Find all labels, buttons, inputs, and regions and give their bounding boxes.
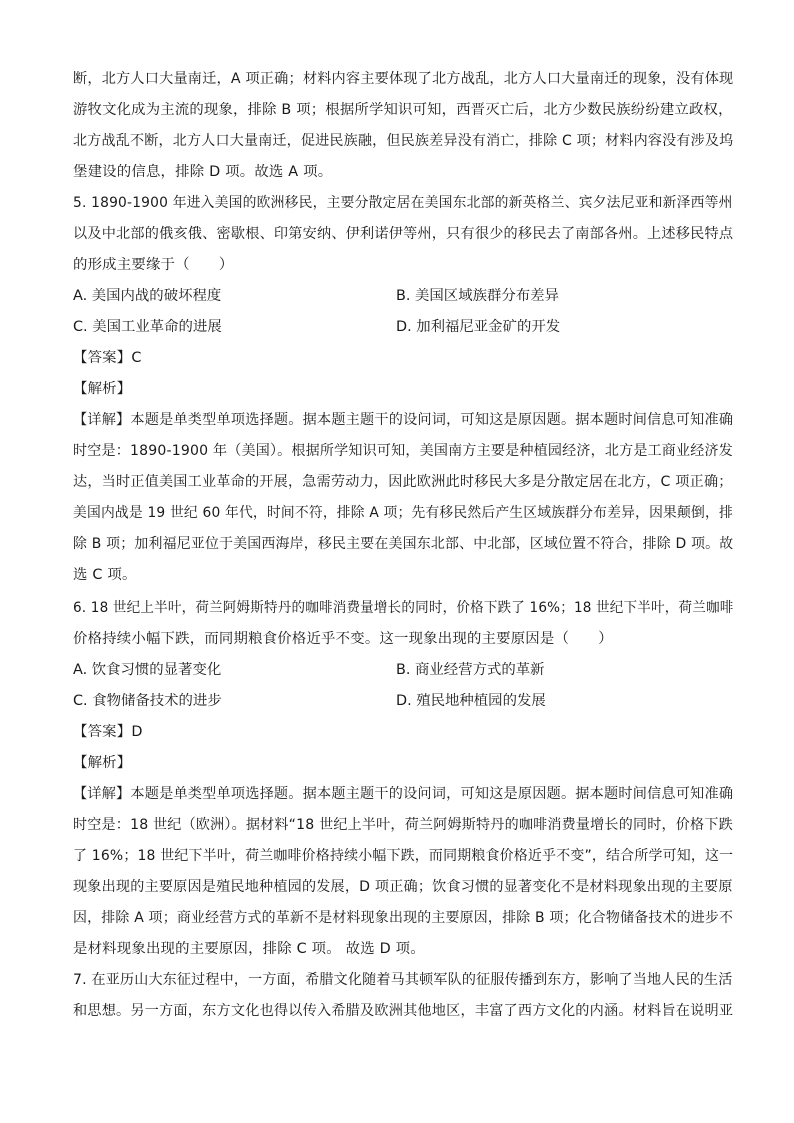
q5-detail-line: 选 C 项。 — [73, 567, 137, 583]
intro-line: 游牧文化成为主流的现象，排除 B 项；根据所学知识可知，西晋灭亡后，北方少数民族纷纷建立政权， — [73, 102, 733, 118]
intro-line: 断，北方人口大量南迁，A 项正确；材料内容主要体现了北方战乱，北方人口大量南迁的现象，没有体现 — [73, 71, 734, 87]
q6-detail-line: 时空是：18 世纪（欧洲）。据材料“18 世纪上半叶，荷兰阿姆斯特丹的咖啡消费量增长的同时，价格下跌 — [73, 817, 733, 833]
q6-detail-line: 现象出现的主要原因是殖民地种植园的发展，D 项正确；饮食习惯的显著变化不是材料现象出现的主要原 — [73, 879, 733, 895]
q5-stem-line: 的形成主要缘于（ ） — [73, 257, 234, 273]
q6-answer: 【答案】D — [73, 724, 143, 740]
q5-detail-line: 达，当时正值美国工业革命的开展，急需劳动力，因此欧洲此时移民大多是分散定居在北方，C 项正确； — [73, 474, 733, 490]
q6-stem-line: 6. 18 世纪上半叶，荷兰阿姆斯特丹的咖啡消费量增长的同时，价格下跌了 16%；18 世纪下半叶，荷兰咖啡 — [73, 600, 734, 616]
q7-stem-line: 和思想。另一方面，东方文化也得以传入希腊及欧洲其他地区，丰富了西方文化的内涵。材料旨在说明亚 — [73, 1003, 734, 1019]
intro-line: 北方战乱不断，北方人口大量南迁，促进民族融，但民族差异没有消亡，排除 C 项；材料内容没有涉及坞 — [73, 133, 734, 149]
q5-stem-line: 5. 1890-1900 年进入美国的欧洲移民，主要分散定居在美国东北部的新英格兰、宾夕法尼亚和新泽西等州 — [73, 195, 733, 211]
q5-option-a: A. 美国内战的破坏程度 — [73, 288, 222, 304]
q6-detail-line: 【详解】本题是单类型单项选择题。据本题主题干的设问词，可知这是原因题。据本题时间信息可知准确 — [73, 786, 734, 802]
q5-detail-line: 【详解】本题是单类型单项选择题。据本题主题干的设问词，可知这是原因题。据本题时间信息可知准确 — [73, 412, 734, 428]
q6-option-b: B. 商业经营方式的革新 — [396, 662, 545, 678]
q5-option-c: C. 美国工业革命的进展 — [73, 319, 222, 335]
q6-stem-line: 价格持续小幅下跌，而同期粮食价格近乎不变。这一现象出现的主要原因是（ ） — [73, 631, 613, 647]
q5-detail-line: 时空是：1890-1900 年（美国）。根据所学知识可知，美国南方主要是种植园经济，北方是工商业经济发 — [73, 443, 734, 459]
q5-analysis-title: 【解析】 — [73, 381, 132, 397]
q6-detail-line: 因，排除 A 项；商业经营方式的革新不是材料现象出现的主要原因，排除 B 项；化合物储备技术的进步不 — [73, 910, 734, 926]
intro-line: 堡建设的信息，排除 D 项。故选 A 项。 — [73, 164, 333, 180]
q5-option-d: D. 加利福尼亚金矿的开发 — [396, 319, 561, 335]
q6-analysis-title: 【解析】 — [73, 755, 132, 771]
q6-option-d: D. 殖民地种植园的发展 — [396, 693, 546, 709]
q6-option-c: C. 食物储备技术的进步 — [73, 693, 222, 709]
q5-detail-line: 美国内战是 19 世纪 60 年代，时间不符，排除 A 项；先有移民然后产生区域族群分布差异，因果颠倒，排 — [73, 505, 733, 521]
q7-stem-line: 7. 在亚历山大东征过程中，一方面，希腊文化随着马其顿军队的征服传播到东方，影响了当地人民的生活 — [73, 972, 733, 988]
q5-option-b: B. 美国区域族群分布差异 — [396, 288, 559, 304]
q5-stem-line: 以及中北部的俄亥俄、密歇根、印第安纳、伊利诺伊等州，只有很少的移民去了南部各州。上述移民特点 — [73, 226, 734, 242]
q6-detail-line: 是材料现象出现的主要原因，排除 C 项。 故选 D 项。 — [73, 941, 425, 957]
q5-detail-line: 除 B 项；加利福尼亚位于美国西海岸，移民主要在美国东北部、中北部，区域位置不符合，排除 D 项。故 — [73, 536, 734, 552]
q6-option-a: A. 饮食习惯的显著变化 — [73, 662, 222, 678]
q5-answer: 【答案】C — [73, 350, 142, 366]
q6-detail-line: 了 16%；18 世纪下半叶，荷兰咖啡价格持续小幅下跌，而同期粮食价格近乎不变”，结合所学可知，这一 — [73, 848, 734, 864]
